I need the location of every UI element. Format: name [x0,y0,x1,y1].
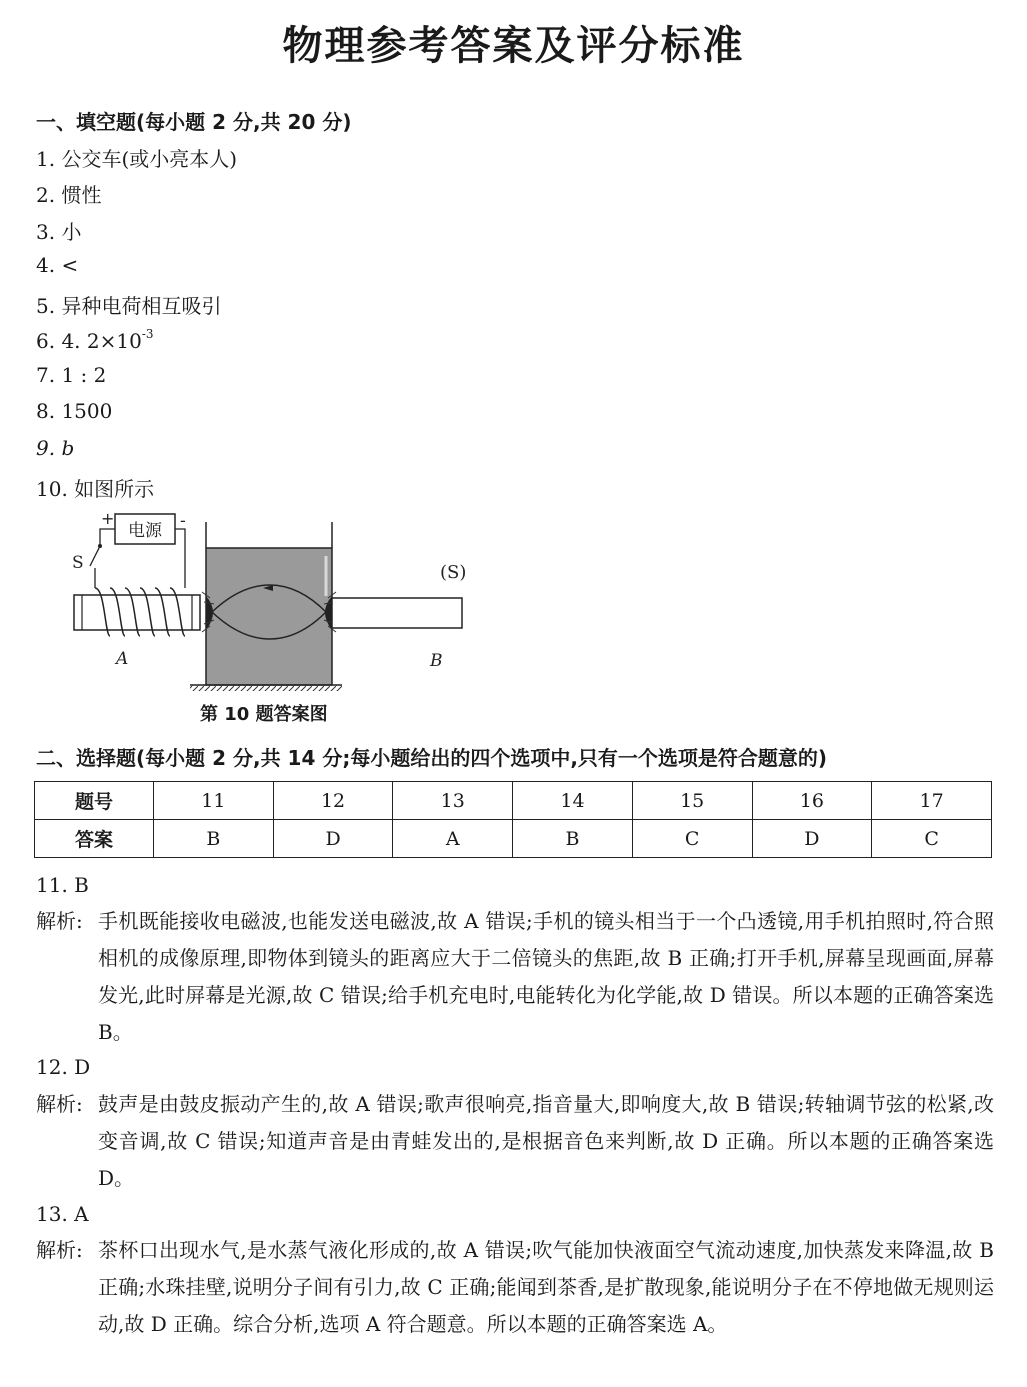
plus-sign: + [101,509,115,528]
answer-9: 9. b [36,436,75,460]
gray-container [206,548,332,685]
answer-4: 4. < [36,253,79,277]
answer-10: 10. 如图所示 [36,477,155,501]
answer-6-base: 6. 4. 2×10 [36,329,142,353]
answer-table [34,781,992,858]
table-row [35,820,992,858]
answer-6-exponent: -3 [141,327,154,341]
table-row [35,782,992,820]
row-label-number: 题号 [35,782,154,820]
explanation-text: 鼓声是由鼓皮振动产生的,故 A 错误;歌声很响亮,指音量大,即响度大,故 B 错误;转轴调节弦的松紧,改变音调,故 C 错误;知道声音是由青蛙发出的,是根据音色来判断,故 D 正确。所以本题的正确答案选 D。 [98,1092,994,1190]
table-cell: 15 [632,782,752,820]
question-12-explanation [36,1086,994,1197]
table-cell: 14 [513,782,633,820]
wire-right [175,529,185,588]
answer-5: 5. 异种电荷相互吸引 [36,294,222,318]
answer-7: 7. 1 : 2 [36,363,107,387]
table-cell: B [513,820,633,858]
explanation-label: 解析: [36,1238,83,1262]
row-label-answer: 答案 [35,820,154,858]
answer-8: 8. 1500 [36,399,113,423]
section2-heading: 二、选择题(每小题 2 分,共 14 分;每小题给出的四个选项中,只有一个选项是符合题意的) [36,746,828,770]
table-cell: A [393,820,513,858]
explanation-label: 解析: [36,909,83,933]
answer-1: 1. 公交车(或小亮本人) [36,147,238,171]
question-12-answer: 12. D [36,1055,91,1079]
question-13-answer: 13. A [36,1202,89,1226]
explanation-text: 手机既能接收电磁波,也能发送电磁波,故 A 错误;手机的镜头相当于一个凸透镜,用手机拍照时,符合照相机的成像原理,即物体到镜头的距离应大于二倍镜头的焦距,故 B 正确;打开手机,屏幕呈现画面,屏幕发光,此时屏幕是光源,故 C 错误;给手机充电时,电能转化为化学能,故 D 错误。所以本题的正确答案选 B。 [98,909,994,1044]
answer-3: 3. 小 [36,220,82,244]
switch-pivot [98,544,102,548]
ground-hatch [190,685,342,691]
table-cell: 13 [393,782,513,820]
wire-left [100,529,115,546]
question-13-explanation [36,1232,994,1343]
switch-label: S [72,553,84,573]
switch-blade [90,546,100,566]
page-title: 物理参考答案及评分标准 [282,23,745,69]
explanation-text: 茶杯口出现水气,是水蒸气液化形成的,故 A 错误;吹气能加快液面空气流动速度,加快蒸发来降温,故 B 正确;水珠挂壁,说明分子间有引力,故 C 正确;能闻到茶香,是扩散现象,能说明分子在不停地做无规则运动,故 D 正确。综合分析,选项 A 符合题意。所以本题的正确答案选 A。 [98,1238,994,1336]
electromagnet-diagram [60,506,500,706]
explanation-label: 解析: [36,1092,83,1116]
minus-sign: - [180,511,186,530]
table-cell: D [273,820,393,858]
figure-caption: 第 10 题答案图 [200,704,328,725]
label-b: B [430,651,443,671]
table-cell: 11 [154,782,274,820]
table-cell: 17 [872,782,992,820]
table-cell: 16 [752,782,872,820]
table-cell: 12 [273,782,393,820]
question-11-answer: 11. B [36,873,89,897]
table-cell: C [872,820,992,858]
bar-magnet-b [332,598,462,628]
label-a: A [116,649,129,669]
answer-2: 2. 惯性 [36,183,102,207]
table-cell: C [632,820,752,858]
answer-6 [36,327,154,353]
section1-heading: 一、填空题(每小题 2 分,共 20 分) [36,110,352,134]
table-cell: D [752,820,872,858]
pole-label: (S) [440,562,467,583]
table-cell: B [154,820,274,858]
power-supply-label: 电源 [128,521,162,541]
question-11-explanation [36,903,994,1051]
